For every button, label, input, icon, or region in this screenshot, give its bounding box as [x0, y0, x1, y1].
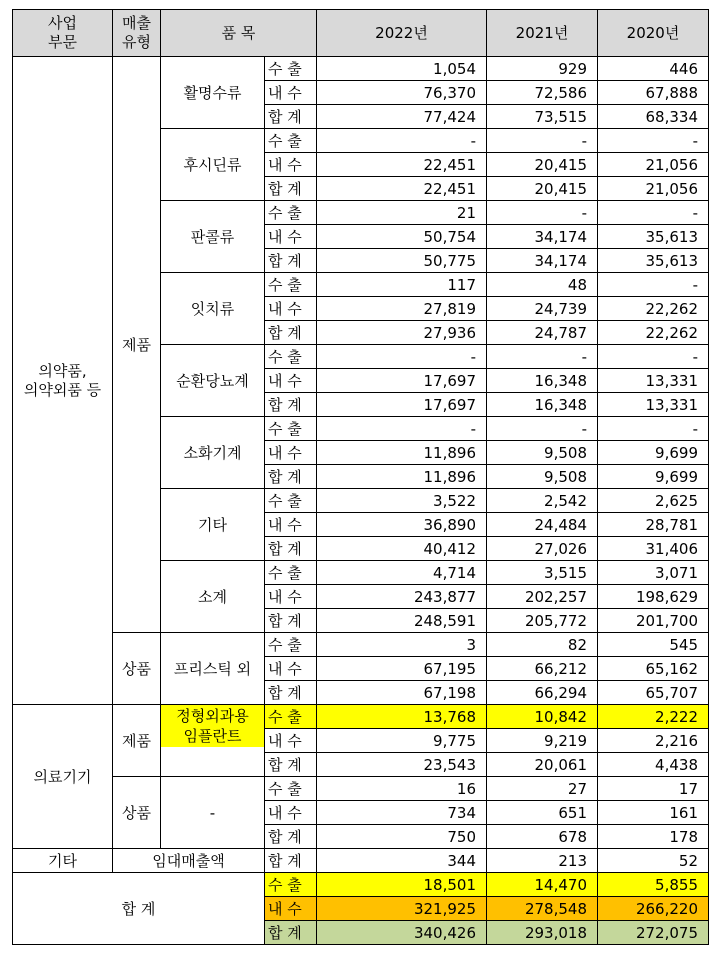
- item-name: 기타: [161, 489, 265, 561]
- sales-type-product: 제품: [113, 705, 161, 777]
- header-2020: 2020년: [598, 10, 709, 57]
- value-cell: 21,056: [598, 177, 709, 201]
- row-type-total: 합 계: [265, 321, 317, 345]
- header-item: 품 목: [161, 10, 317, 57]
- row-type-export: 수 출: [265, 777, 317, 801]
- value-cell: 678: [487, 825, 598, 849]
- table-row: [13, 849, 709, 873]
- value-cell: 20,415: [487, 153, 598, 177]
- value-cell: 40,412: [317, 537, 487, 561]
- item-name: 임대매출액: [113, 849, 265, 873]
- row-type-export: 수 출: [265, 345, 317, 369]
- value-cell: 293,018: [487, 921, 598, 945]
- value-cell: 9,508: [487, 465, 598, 489]
- value-cell: 243,877: [317, 585, 487, 609]
- row-type-domestic: 내 수: [265, 585, 317, 609]
- value-cell: 36,890: [317, 513, 487, 537]
- sales-table-container: [12, 9, 709, 945]
- value-cell: 20,061: [487, 753, 598, 777]
- row-type-export: 수 출: [265, 489, 317, 513]
- value-cell: 31,406: [598, 537, 709, 561]
- value-cell: 5,855: [598, 873, 709, 897]
- value-cell: 67,198: [317, 681, 487, 705]
- value-cell: -: [487, 129, 598, 153]
- value-cell: 18,501: [317, 873, 487, 897]
- row-type-total: 합 계: [265, 825, 317, 849]
- value-cell: 10,842: [487, 705, 598, 729]
- value-cell: 35,613: [598, 249, 709, 273]
- value-cell: 14,470: [487, 873, 598, 897]
- value-cell: 213: [487, 849, 598, 873]
- value-cell: 72,586: [487, 81, 598, 105]
- row-type-export: 수 출: [265, 273, 317, 297]
- value-cell: 34,174: [487, 225, 598, 249]
- value-cell: 13,331: [598, 393, 709, 417]
- item-name: 활명수류: [161, 57, 265, 129]
- sales-type-merch: 상품: [113, 777, 161, 849]
- value-cell: -: [317, 345, 487, 369]
- item-name: 소화기계: [161, 417, 265, 489]
- value-cell: 266,220: [598, 897, 709, 921]
- value-cell: -: [598, 345, 709, 369]
- value-cell: 2,216: [598, 729, 709, 753]
- row-type-domestic: 내 수: [265, 225, 317, 249]
- item-name: -: [161, 777, 265, 849]
- value-cell: 929: [487, 57, 598, 81]
- row-type-total: 합 계: [265, 609, 317, 633]
- item-name: 소계: [161, 561, 265, 633]
- value-cell: 66,212: [487, 657, 598, 681]
- item-name: 순환당뇨계: [161, 345, 265, 417]
- item-name: 프리스틱 외: [161, 633, 265, 705]
- division-grand-total: 합 계: [13, 873, 265, 945]
- row-type-domestic: 내 수: [265, 441, 317, 465]
- value-cell: 50,775: [317, 249, 487, 273]
- row-type-export: 수 출: [265, 633, 317, 657]
- row-type-domestic: 내 수: [265, 729, 317, 753]
- item-name-implant-cell: [161, 705, 265, 777]
- row-type-total: 합 계: [265, 849, 317, 873]
- value-cell: 9,508: [487, 441, 598, 465]
- value-cell: 21: [317, 201, 487, 225]
- value-cell: 66,294: [487, 681, 598, 705]
- value-cell: 52: [598, 849, 709, 873]
- value-cell: 201,700: [598, 609, 709, 633]
- value-cell: 272,075: [598, 921, 709, 945]
- value-cell: 734: [317, 801, 487, 825]
- value-cell: 16: [317, 777, 487, 801]
- value-cell: 17,697: [317, 393, 487, 417]
- value-cell: 178: [598, 825, 709, 849]
- value-cell: -: [487, 201, 598, 225]
- row-type-total: 합 계: [265, 681, 317, 705]
- value-cell: 24,739: [487, 297, 598, 321]
- value-cell: 198,629: [598, 585, 709, 609]
- value-cell: 17,697: [317, 369, 487, 393]
- value-cell: 17: [598, 777, 709, 801]
- value-cell: -: [317, 129, 487, 153]
- row-type-domestic: 내 수: [265, 513, 317, 537]
- value-cell: 23,543: [317, 753, 487, 777]
- value-cell: 22,451: [317, 177, 487, 201]
- row-type-total: 합 계: [265, 393, 317, 417]
- item-name: 판콜류: [161, 201, 265, 273]
- value-cell: -: [487, 417, 598, 441]
- row-type-domestic: 내 수: [265, 657, 317, 681]
- value-cell: 82: [487, 633, 598, 657]
- row-type-total: 합 계: [265, 753, 317, 777]
- value-cell: 21,056: [598, 153, 709, 177]
- value-cell: 750: [317, 825, 487, 849]
- row-type-export: 수 출: [265, 705, 317, 729]
- header-2021: 2021년: [487, 10, 598, 57]
- value-cell: 65,162: [598, 657, 709, 681]
- row-type-export: 수 출: [265, 201, 317, 225]
- value-cell: 11,896: [317, 465, 487, 489]
- row-type-total: 합 계: [265, 105, 317, 129]
- row-type-export: 수 출: [265, 561, 317, 585]
- value-cell: 68,334: [598, 105, 709, 129]
- row-type-export: 수 출: [265, 129, 317, 153]
- division-other: 기타: [13, 849, 113, 873]
- item-name: 후시딘류: [161, 129, 265, 201]
- value-cell: 27,936: [317, 321, 487, 345]
- value-cell: 20,415: [487, 177, 598, 201]
- header-row: [13, 10, 709, 57]
- table-row: [13, 705, 709, 729]
- row-type-domestic: 내 수: [265, 369, 317, 393]
- value-cell: 248,591: [317, 609, 487, 633]
- value-cell: -: [487, 345, 598, 369]
- division-medical: 의료기기: [13, 705, 113, 849]
- value-cell: -: [598, 417, 709, 441]
- value-cell: 3,522: [317, 489, 487, 513]
- value-cell: 24,484: [487, 513, 598, 537]
- header-sales-type: 매출 유형: [113, 10, 161, 57]
- division-pharma: 의약품, 의약외품 등: [13, 57, 113, 705]
- sales-type-merch: 상품: [113, 633, 161, 705]
- value-cell: 16,348: [487, 369, 598, 393]
- row-type-domestic: 내 수: [265, 81, 317, 105]
- row-type-total: 합 계: [265, 921, 317, 945]
- value-cell: 34,174: [487, 249, 598, 273]
- value-cell: 205,772: [487, 609, 598, 633]
- value-cell: 344: [317, 849, 487, 873]
- value-cell: 2,542: [487, 489, 598, 513]
- value-cell: -: [317, 417, 487, 441]
- value-cell: 4,714: [317, 561, 487, 585]
- value-cell: 28,781: [598, 513, 709, 537]
- row-type-domestic: 내 수: [265, 801, 317, 825]
- row-type-export: 수 출: [265, 417, 317, 441]
- value-cell: 3,515: [487, 561, 598, 585]
- value-cell: 67,195: [317, 657, 487, 681]
- row-type-total: 합 계: [265, 465, 317, 489]
- value-cell: 76,370: [317, 81, 487, 105]
- value-cell: 651: [487, 801, 598, 825]
- row-type-total: 합 계: [265, 177, 317, 201]
- value-cell: 22,451: [317, 153, 487, 177]
- table-row: [13, 633, 709, 657]
- item-name: 잇치류: [161, 273, 265, 345]
- value-cell: 9,775: [317, 729, 487, 753]
- value-cell: 48: [487, 273, 598, 297]
- value-cell: 9,219: [487, 729, 598, 753]
- row-type-domestic: 내 수: [265, 153, 317, 177]
- sales-type-product: 제품: [113, 57, 161, 633]
- row-type-total: 합 계: [265, 537, 317, 561]
- value-cell: 1,054: [317, 57, 487, 81]
- value-cell: 278,548: [487, 897, 598, 921]
- value-cell: 9,699: [598, 441, 709, 465]
- value-cell: 2,625: [598, 489, 709, 513]
- value-cell: 13,331: [598, 369, 709, 393]
- value-cell: 321,925: [317, 897, 487, 921]
- value-cell: 11,896: [317, 441, 487, 465]
- value-cell: 27,819: [317, 297, 487, 321]
- row-type-export: 수 출: [265, 57, 317, 81]
- value-cell: 27,026: [487, 537, 598, 561]
- table-row: [13, 57, 709, 81]
- value-cell: 545: [598, 633, 709, 657]
- value-cell: 50,754: [317, 225, 487, 249]
- value-cell: 22,262: [598, 297, 709, 321]
- value-cell: -: [598, 129, 709, 153]
- value-cell: 65,707: [598, 681, 709, 705]
- value-cell: 202,257: [487, 585, 598, 609]
- value-cell: 9,699: [598, 465, 709, 489]
- value-cell: 77,424: [317, 105, 487, 129]
- sales-by-item-table: [12, 9, 709, 945]
- value-cell: 16,348: [487, 393, 598, 417]
- value-cell: 73,515: [487, 105, 598, 129]
- value-cell: 67,888: [598, 81, 709, 105]
- table-row: [13, 873, 709, 897]
- value-cell: 2,222: [598, 705, 709, 729]
- value-cell: 24,787: [487, 321, 598, 345]
- value-cell: 13,768: [317, 705, 487, 729]
- row-type-total: 합 계: [265, 249, 317, 273]
- row-type-domestic: 내 수: [265, 897, 317, 921]
- header-2022: 2022년: [317, 10, 487, 57]
- value-cell: -: [598, 201, 709, 225]
- value-cell: 117: [317, 273, 487, 297]
- value-cell: 4,438: [598, 753, 709, 777]
- header-division: 사업 부문: [13, 10, 113, 57]
- value-cell: 35,613: [598, 225, 709, 249]
- value-cell: 3: [317, 633, 487, 657]
- table-row: [13, 777, 709, 801]
- value-cell: 340,426: [317, 921, 487, 945]
- row-type-export: 수 출: [265, 873, 317, 897]
- value-cell: 3,071: [598, 561, 709, 585]
- value-cell: -: [598, 273, 709, 297]
- value-cell: 161: [598, 801, 709, 825]
- item-name: 정형외과용 임플란트: [161, 705, 264, 747]
- value-cell: 22,262: [598, 321, 709, 345]
- row-type-domestic: 내 수: [265, 297, 317, 321]
- value-cell: 27: [487, 777, 598, 801]
- value-cell: 446: [598, 57, 709, 81]
